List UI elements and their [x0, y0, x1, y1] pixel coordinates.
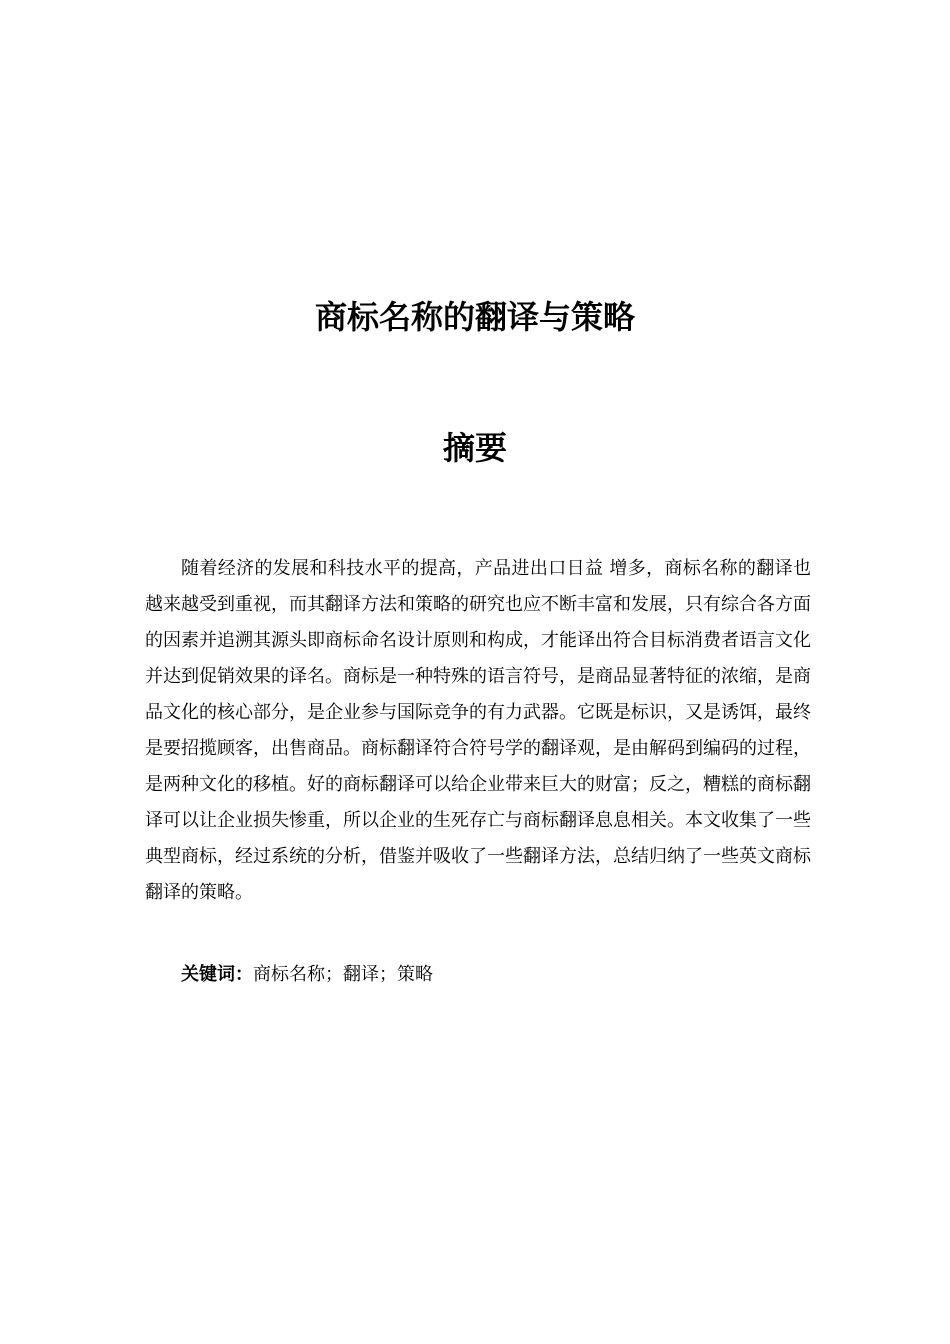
keywords-label: 关键词： [181, 964, 253, 985]
keywords-line [181, 959, 821, 991]
paper-title: 商标名称的翻译与策略 [314, 298, 635, 336]
abstract-heading: 摘要 [442, 429, 507, 467]
keywords-value: 商标名称；翻译；策略 [253, 964, 433, 985]
abstract-body: 随着经济的发展和科技水平的提高，产品进出口日益 增多，商标名称的翻译也越来越受到重视，而其翻译方法和策略的研究也应不断丰富和发展，只有综合各方面的因素并追溯其源头即商标命名设计原则和构成，才能译出符合目标消费者语言文化并达到促销效果的译名。商标是一种特殊的语言符号，是商品显著特征的浓缩，是商品文化的核心部分，是企业参与国际竞争的有力武器。它既是标识，又是诱饵，最终是要招揽顾客，出售商品。商标翻译符合符号学的翻译观，是由解码到编码的过程，是两种文化的移植。好的商标翻译可以给企业带来巨大的财富；反之，糟糕的商标翻译可以让企业损失惨重，所以企业的生死存亡与商标翻译息息相关。本文收集了一些典型商标，经过系统的分析，借鉴并吸收了一些翻译方法，总结归纳了一些英文商标翻译的策略。 [145, 558, 811, 903]
